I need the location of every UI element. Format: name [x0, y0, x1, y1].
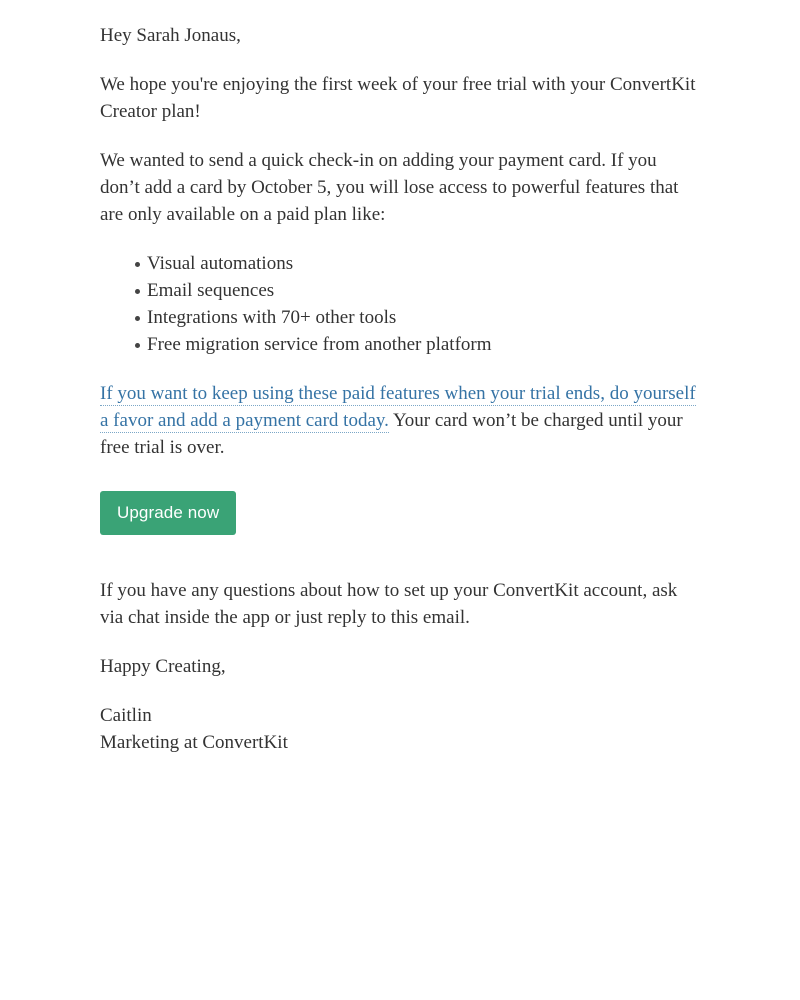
greeting-paragraph: Hey Sarah Jonaus, [100, 25, 241, 46]
add-payment-card-link[interactable]: If you want to keep using these paid features when your trial ends, do yourself a favor and add a payment card today. [100, 383, 696, 431]
cta-paragraph [100, 380, 700, 461]
feature-list [100, 250, 700, 358]
support-paragraph: If you have any questions about how to set up your ConvertKit account, ask via chat inside the app or just reply to this email. [100, 580, 678, 628]
list-item: Visual automations [100, 250, 700, 277]
signature-block [100, 702, 700, 756]
closing-paragraph: Happy Creating, [100, 656, 226, 677]
list-item: Integrations with 70+ other tools [100, 304, 700, 331]
list-item: Email sequences [100, 277, 700, 304]
intro-paragraph: We hope you're enjoying the first week of your free trial with your ConvertKit Creator plan! [100, 74, 696, 122]
upgrade-now-button[interactable]: Upgrade now [100, 491, 236, 535]
upgrade-button-container [100, 483, 700, 535]
cta-trailing-text: Your card won’t be charged until your free trial is over. [100, 410, 683, 458]
signature-title: Marketing at ConvertKit [100, 732, 288, 753]
list-item: Free migration service from another platform [100, 331, 700, 358]
warning-paragraph: We wanted to send a quick check-in on adding your payment card. If you don’t add a card by October 5, you will lose access to powerful features that are only available on a paid plan like: [100, 150, 679, 225]
email-message-body [100, 22, 700, 756]
content-spacer [100, 557, 700, 577]
signature-name: Caitlin [100, 705, 152, 726]
